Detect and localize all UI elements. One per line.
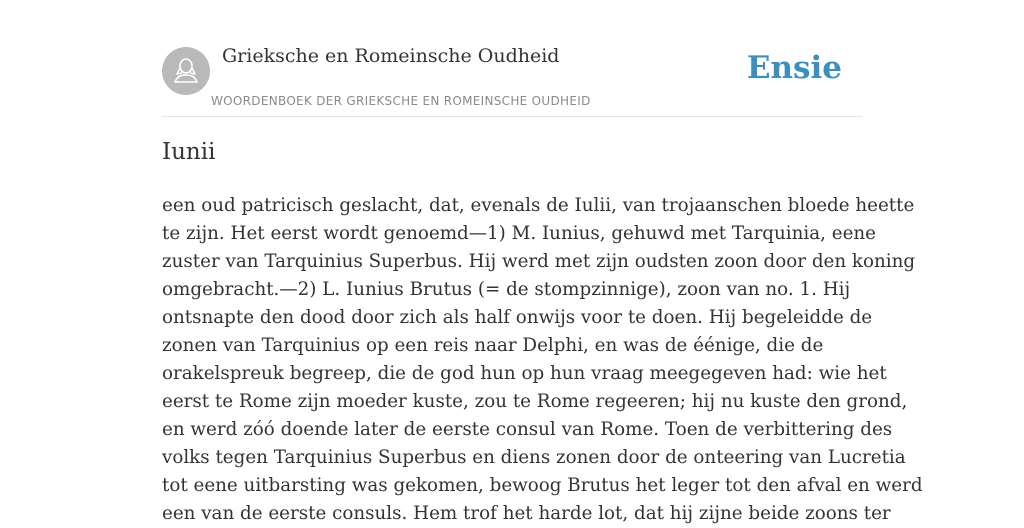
source-header xyxy=(162,0,862,117)
entry-body-line: omgebracht.—2) L. Iunius Brutus (= de stompzinnige), zoon van no. 1. Hij xyxy=(162,279,851,300)
entry-body-line: tot eene uitbarsting was gekomen, bewoog Brutus het leger tot den afval en werd xyxy=(162,475,923,496)
entry-body-line: orakelspreuk begreep, die de god hun op hun vraag meegegeven had: wie het xyxy=(162,363,887,384)
entry-body-line: te zijn. Het eerst wordt genoemd—1) M. Iunius, gehuwd met Tarquinia, eene xyxy=(162,223,877,244)
entry-body xyxy=(162,192,923,528)
source-subtitle: WOORDENBOEK DER GRIEKSCHE EN ROMEINSCHE OUDHEID xyxy=(211,94,591,108)
entry-body-line: zuster van Tarquinius Superbus. Hij werd met zijn oudsten zoon door den koning xyxy=(162,251,916,272)
entry-title: Iunii xyxy=(162,139,216,165)
entry-body-line: en werd zóó doende later de eerste consul van Rome. Toen de verbittering des xyxy=(162,419,893,440)
entry-body-line: een van de eerste consuls. Hem trof het harde lot, dat hij zijne beide zoons ter xyxy=(162,503,891,524)
entry-body-line: ontsnapte den dood door zich als half onwijs voor te doen. Hij begeleidde de xyxy=(162,307,873,328)
source-title[interactable]: Grieksche en Romeinsche Oudheid xyxy=(222,45,560,67)
ensie-logo-link[interactable]: Ensie xyxy=(746,50,842,86)
entry-body-line: een oud patricisch geslacht, dat, evenals de Iulii, van trojaanschen bloede heette xyxy=(162,195,915,216)
entry-body-line: eerst te Rome zijn moeder kuste, zou te Rome regeeren; hij nu kuste den grond, xyxy=(162,391,908,412)
entry-body-line: zonen van Tarquinius op een reis naar Delphi, en was de éénige, die de xyxy=(162,335,824,356)
entry-body-line: volks tegen Tarquinius Superbus en diens zonen door de onteering van Lucretia xyxy=(162,447,906,468)
user-silhouette-icon[interactable] xyxy=(162,47,210,95)
